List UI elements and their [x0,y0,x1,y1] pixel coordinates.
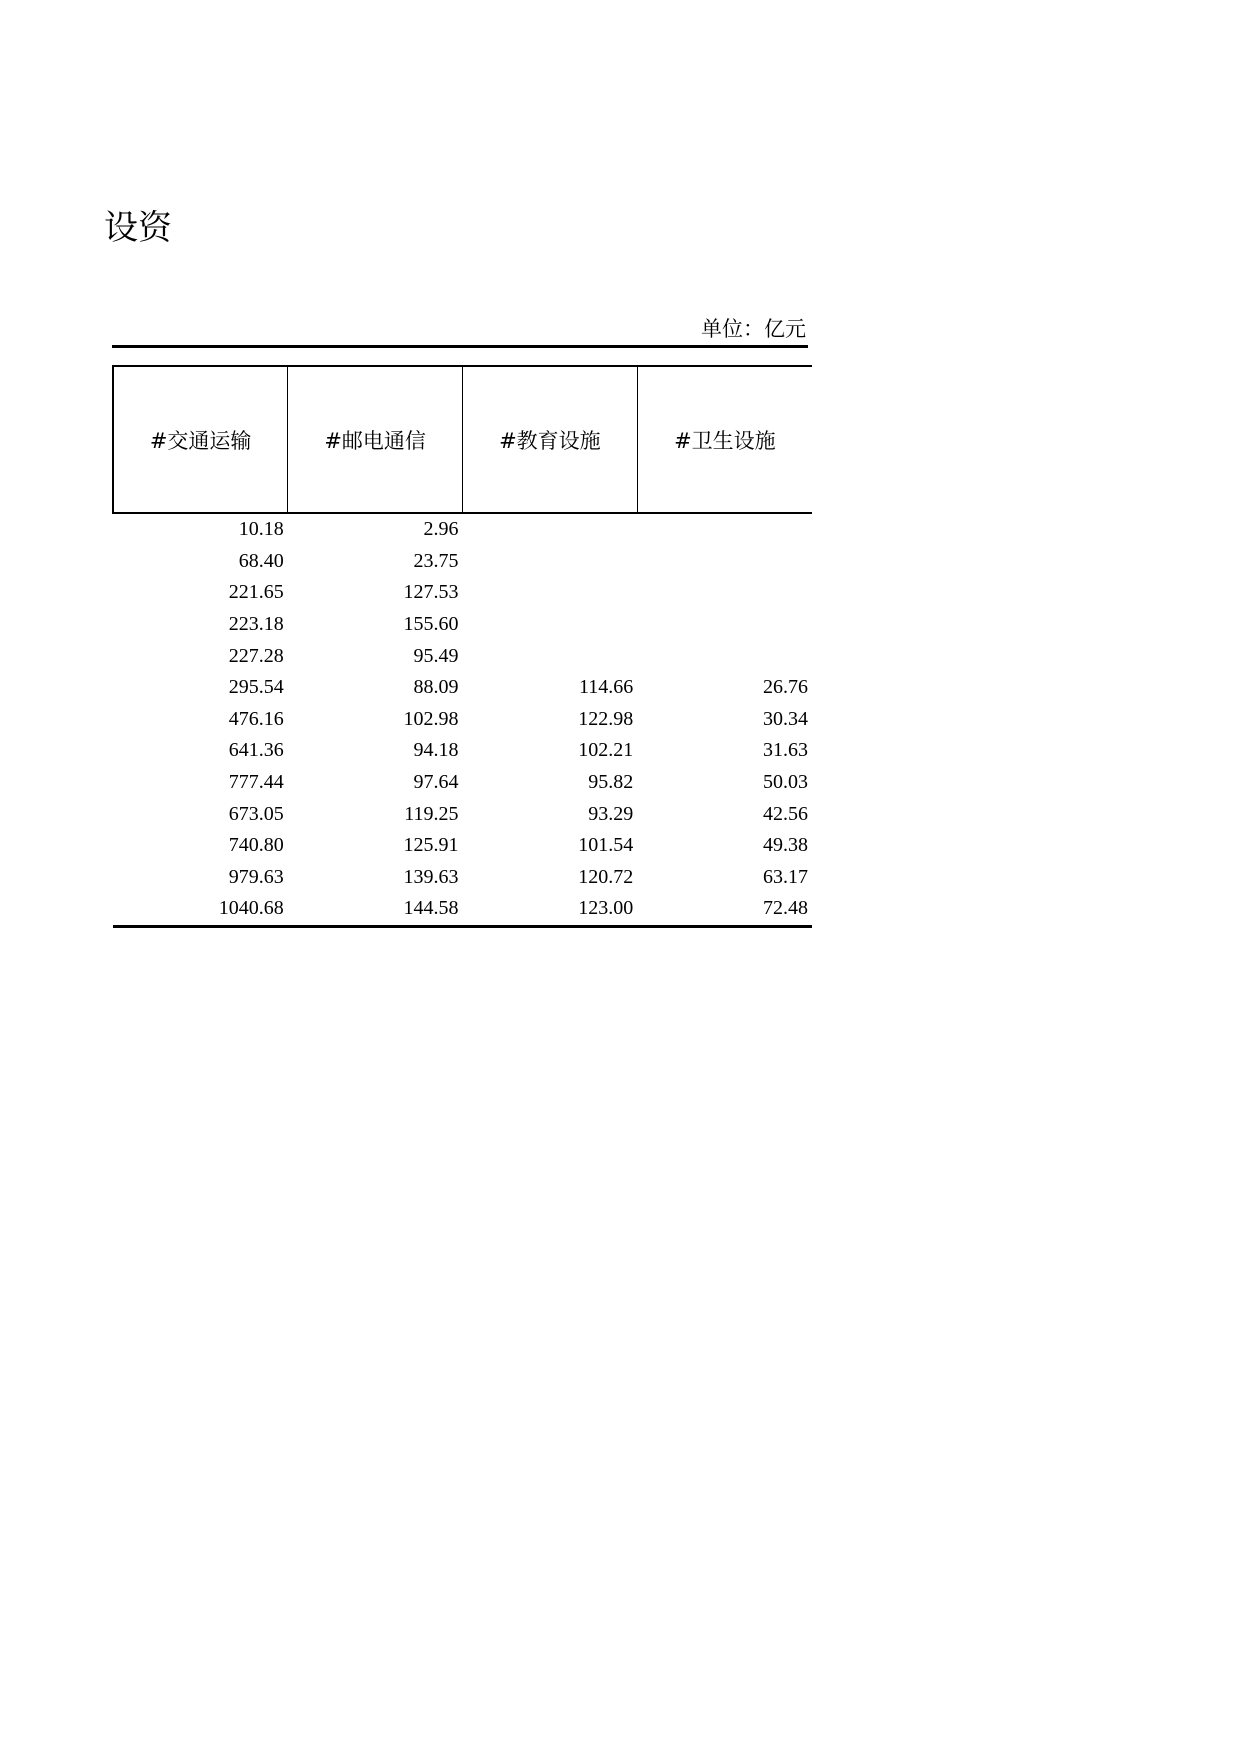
table-row [113,513,812,546]
table-row [113,830,812,862]
data-table [112,365,812,928]
table-cell: 119.25 [404,802,459,825]
table-cell: 144.58 [288,893,463,926]
table-cell: 120.72 [578,865,634,888]
table-cell: 227.28 [228,644,284,667]
table-cell: 122.98 [578,707,634,730]
table-row [113,767,812,799]
table-cell [637,609,812,641]
table-cell: 49.38 [763,834,808,857]
table-cell [637,577,812,609]
table-cell: 63.17 [763,865,808,888]
table-cell: 94.18 [413,739,459,762]
table-cell [463,513,638,546]
column-header: #邮电通信 [288,366,463,513]
unit-label: 单位：亿元 [701,317,806,341]
column-header: #卫生设施 [637,366,812,513]
table-cell: 114.66 [578,676,634,699]
table-cell: 23.75 [413,549,459,572]
table-cell: 102.98 [403,707,459,730]
table-cell: 95.82 [588,771,634,794]
table-cell: 641.36 [228,739,284,762]
table-cell: 295.54 [228,676,284,699]
table-cell: 31.63 [763,739,808,762]
table-row [113,735,812,767]
table-cell [463,609,638,641]
column-header: #教育设施 [463,366,638,513]
table-row [113,609,812,641]
table-cell: 88.09 [413,676,459,699]
table-cell: 2.96 [423,518,459,541]
table-cell [637,513,812,546]
table-cell: 223.18 [228,613,284,636]
header-row [113,366,812,513]
table-cell: 102.21 [578,739,634,762]
table-cell [463,546,638,578]
table-cell: 72.48 [637,893,812,926]
table-cell: 127.53 [403,581,459,604]
table-cell: 68.40 [238,549,284,572]
table-cell [637,546,812,578]
table-cell: 42.56 [763,802,808,825]
table-row [113,893,812,926]
table-cell: 476.16 [228,707,284,730]
table-cell [463,640,638,672]
table-cell: 155.60 [403,613,459,636]
table-cell: 123.00 [463,893,638,926]
table-cell: 101.54 [578,834,634,857]
table-cell [463,577,638,609]
table-row [113,577,812,609]
table-cell: 50.03 [763,771,808,794]
table-row [113,640,812,672]
table-cell: 777.44 [228,771,284,794]
table-cell: 979.63 [228,865,284,888]
table-cell [637,640,812,672]
page-title: 设资 [104,208,172,248]
top-rule [112,345,808,348]
table-cell: 10.18 [238,518,284,541]
table-cell: 95.49 [413,644,459,667]
table-cell: 125.91 [403,834,459,857]
table-cell: 1040.68 [113,893,288,926]
column-header: #交通运输 [113,366,288,513]
table-cell: 26.76 [763,676,808,699]
table-cell: 673.05 [228,802,284,825]
table-row [113,798,812,830]
table-cell: 93.29 [588,802,634,825]
table-cell: 30.34 [763,707,808,730]
table-row [113,546,812,578]
table-row [113,862,812,894]
table-body [113,513,812,926]
table-cell: 97.64 [413,771,459,794]
table-row [113,704,812,736]
table-cell: 740.80 [228,834,284,857]
table-cell: 139.63 [403,865,459,888]
table-cell: 221.65 [228,581,284,604]
data-table-container [112,365,808,928]
table-header [113,366,812,513]
table-row [113,672,812,704]
